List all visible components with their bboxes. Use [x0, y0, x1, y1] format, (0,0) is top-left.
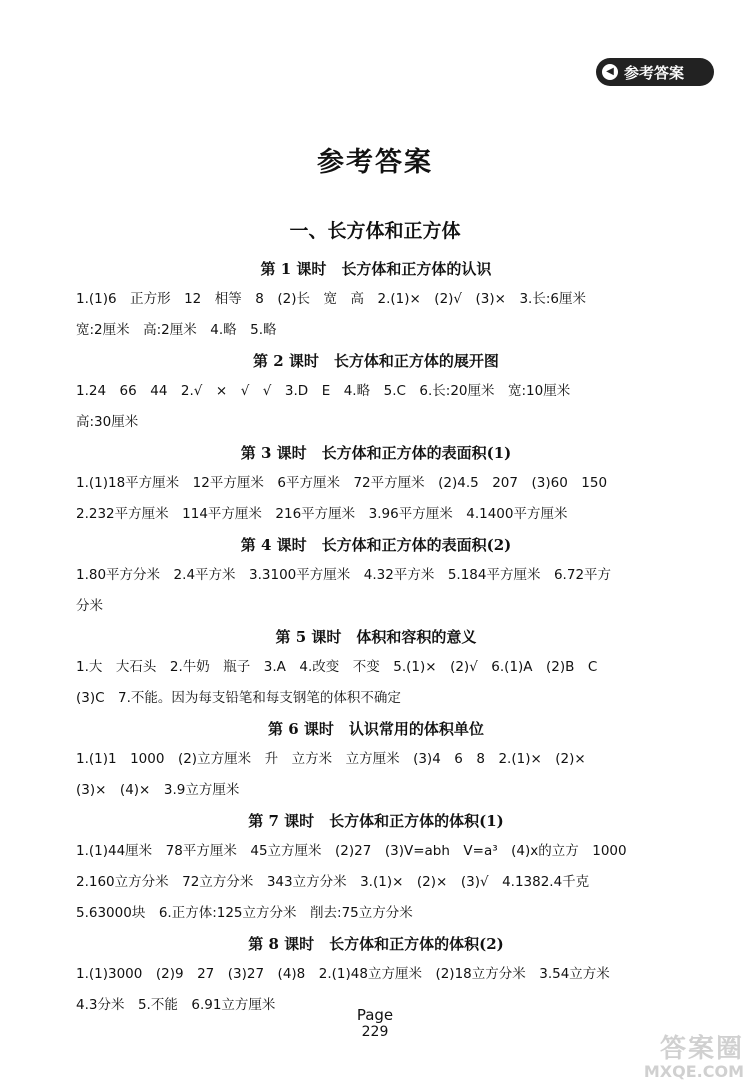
- answer-key-tab: [596, 58, 714, 86]
- answer-line: 1.(1)44厘米 78平方厘米 45立方厘米 (2)27 (3)V=abh V=a³ (4)x的立方 1000: [76, 843, 627, 859]
- answer-line: 1.大 大石头 2.牛奶 瓶子 3.A 4.改变 不变 5.(1)× (2)√ 6.(1)A (2)B C: [76, 659, 598, 675]
- lesson-2: [76, 346, 676, 438]
- page-number: 229: [361, 1024, 389, 1040]
- watermark-url: MXQE.COM: [643, 1062, 744, 1081]
- answer-line: 2.160立方分米 72立方分米 343立方分米 3.(1)× (2)× (3)√ 4.1382.4千克: [76, 874, 590, 890]
- lesson-3: [76, 438, 676, 530]
- page-label: Page: [356, 1006, 394, 1024]
- answer-line: 1.(1)3000 (2)9 27 (3)27 (4)8 2.(1)48立方厘米 (2)18立方分米 3.54立方米: [76, 966, 610, 982]
- lesson-heading: 第 8 课时 长方体和正方体的体积(2): [248, 935, 504, 953]
- answer-line: 宽:2厘米 高:2厘米 4.略 5.略: [76, 322, 277, 338]
- lesson-heading: 第 3 课时 长方体和正方体的表面积(1): [240, 444, 512, 462]
- lesson-heading: 第 1 课时 长方体和正方体的认识: [260, 260, 492, 278]
- answer-line: 1.80平方分米 2.4平方米 3.3100平方厘米 4.32平方米 5.184平方厘米 6.72平方: [76, 567, 612, 583]
- answer-line: 1.(1)6 正方形 12 相等 8 (2)长 宽 高 2.(1)× (2)√ (3)× 3.长:6厘米: [76, 291, 586, 307]
- lesson-4: [76, 530, 676, 622]
- lesson-heading: 第 2 课时 长方体和正方体的展开图: [253, 352, 499, 370]
- answer-line: 高:30厘米: [76, 414, 139, 430]
- chapter-title: 一、长方体和正方体: [289, 220, 461, 242]
- lesson-heading: 第 4 课时 长方体和正方体的表面积(2): [240, 536, 512, 554]
- tab-label: 参考答案: [624, 63, 685, 82]
- answers-content: [76, 254, 676, 1021]
- answer-line: (3)× (4)× 3.9立方厘米: [76, 782, 240, 798]
- lesson-heading: 第 6 课时 认识常用的体积单位: [268, 720, 484, 738]
- answer-line: 1.(1)18平方厘米 12平方厘米 6平方厘米 72平方厘米 (2)4.5 207 (3)60 150: [76, 475, 608, 491]
- lesson-heading: 第 5 课时 体积和容积的意义: [275, 628, 477, 646]
- lesson-heading: 第 7 课时 长方体和正方体的体积(1): [248, 812, 504, 830]
- answer-line: 4.3分米 5.不能 6.91立方厘米: [76, 997, 276, 1013]
- answer-line: 1.(1)1 1000 (2)立方厘米 升 立方米 立方厘米 (3)4 6 8 2.(1)× (2)×: [76, 751, 586, 767]
- answer-line: 2.232平方厘米 114平方厘米 216平方厘米 3.96平方厘米 4.1400平方厘米: [76, 506, 568, 522]
- answer-line: (3)C 7.不能。因为每支铅笔和每支钢笔的体积不确定: [76, 690, 401, 706]
- lesson-7: [76, 806, 676, 929]
- answer-line: 5.63000块 6.正方体:125立方分米 削去:75立方分米: [76, 905, 413, 921]
- watermark-logo: 答案圈: [659, 1034, 744, 1064]
- lesson-5: [76, 622, 676, 714]
- answer-line: 分米: [76, 598, 103, 614]
- left-arrow-icon: ◀: [602, 64, 618, 80]
- lesson-6: [76, 714, 676, 806]
- page-title: 参考答案: [317, 147, 433, 178]
- lesson-1: [76, 254, 676, 346]
- answer-line: 1.24 66 44 2.√ × √ √ 3.D E 4.略 5.C 6.长:20厘米 宽:10厘米: [76, 383, 571, 399]
